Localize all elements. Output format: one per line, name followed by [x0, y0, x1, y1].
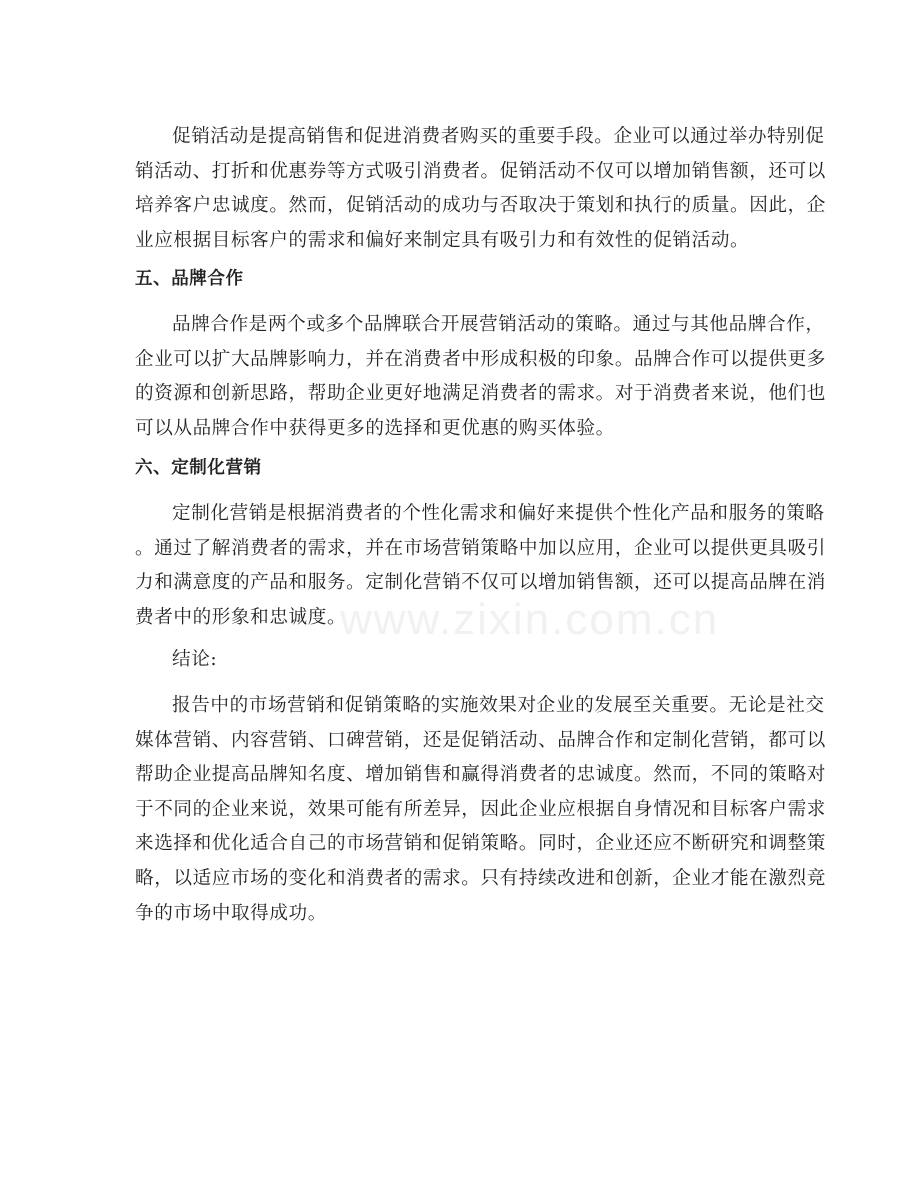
heading-text: 五、品牌合作 [135, 269, 244, 289]
section-heading-customized-marketing [135, 451, 795, 486]
text-line: 可以从品牌合作中获得更多的选择和更优惠的购买体验。 [135, 417, 615, 439]
paragraph-conclusion [135, 689, 826, 931]
text-line: 销活动、打折和优惠券等方式吸引消费者。促销活动不仅可以增加销售额，还可以 [135, 160, 826, 182]
heading-text: 六、定制化营销 [135, 458, 262, 478]
text-line: 培养客户忠诚度。然而，促销活动的成功与否取决于策划和执行的质量。因此，企 [135, 195, 826, 217]
text-line: 媒体营销、内容营销、口碑营销，还是促销活动、品牌合作和定制化营销，都可以 [135, 729, 826, 751]
conclusion-label [135, 643, 795, 678]
text-line: 力和满意度的产品和服务。定制化营销不仅可以增加销售额，还可以提高品牌在消 [135, 572, 826, 594]
paragraph-customized-marketing [135, 497, 826, 635]
section-heading-brand-cooperation [135, 262, 795, 297]
text-line: 于不同的企业来说，效果可能有所差异，因此企业应根据自身情况和目标客户需求 [135, 798, 826, 820]
text-line: 定制化营销是根据消费者的个性化需求和偏好来提供个性化产品和服务的策略 [172, 503, 825, 524]
watermark: www.zixin.com.cn [340, 595, 720, 644]
text-line: 业应根据目标客户的需求和偏好来制定具有吸引力和有效性的促销活动。 [135, 229, 750, 251]
text-line: 报告中的市场营销和促销策略的实施效果对企业的发展至关重要。无论是社交 [172, 695, 825, 716]
text-line: 企业可以扩大品牌影响力，并在消费者中形成积极的印象。品牌合作可以提供更多 [135, 348, 826, 370]
text-line: 来选择和优化适合自己的市场营销和促销策略。同时，企业还应不断研究和调整策 [135, 833, 826, 855]
text-line: 略，以适应市场的变化和消费者的需求。只有持续改进和创新，企业才能在激烈竞 [135, 867, 826, 889]
conclusion-text: 结论: [172, 649, 218, 670]
text-line: 促销活动是提高销售和促进消费者购买的重要手段。企业可以通过举办特别促 [172, 126, 825, 147]
text-line: 品牌合作是两个或多个品牌联合开展营销活动的策略。通过与其他品牌合作， [172, 314, 825, 335]
paragraph-promotion [135, 120, 826, 258]
text-line: 费者中的形象和忠诚度。 [135, 606, 347, 628]
text-line: 争的市场中取得成功。 [135, 902, 327, 924]
text-line: 的资源和创新思路，帮助企业更好地满足消费者的需求。对于消费者来说，他们也 [135, 383, 826, 405]
text-line: 帮助企业提高品牌知名度、增加销售和赢得消费者的忠诚度。然而，不同的策略对 [135, 764, 826, 786]
text-line: 。通过了解消费者的需求，并在市场营销策略中加以应用，企业可以提供更具吸引 [135, 537, 826, 559]
paragraph-brand-cooperation [135, 308, 826, 446]
